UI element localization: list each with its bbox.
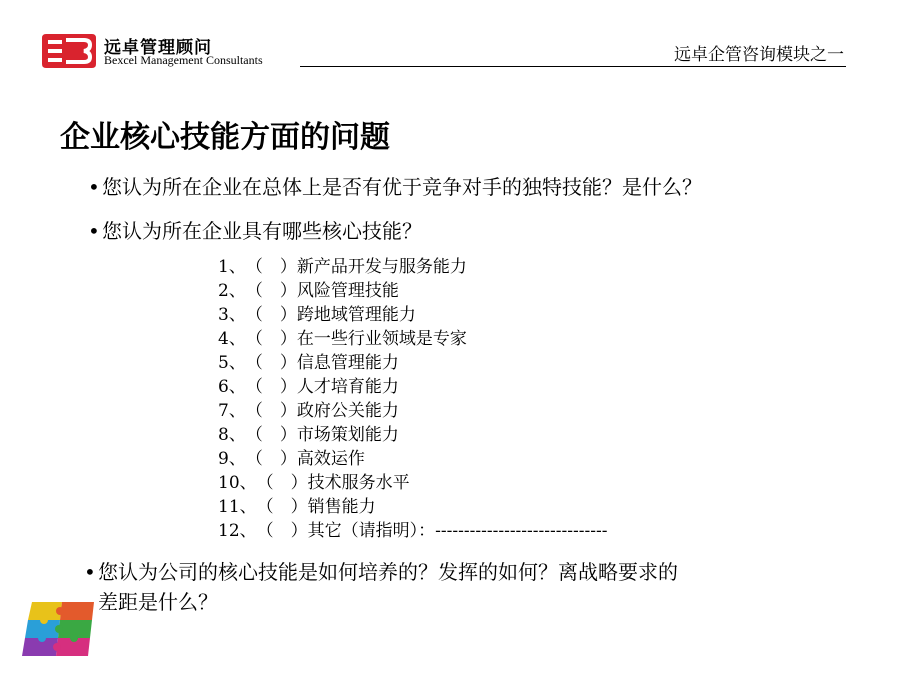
option-number: 2、 bbox=[218, 281, 246, 301]
list-item bbox=[218, 471, 607, 495]
option-text: （ ）风险管理技能 bbox=[245, 281, 399, 301]
option-text: （ ）销售能力 bbox=[256, 497, 376, 517]
option-number: 9、 bbox=[218, 449, 246, 469]
list-item bbox=[218, 447, 607, 471]
question-text-line-2: 差距是什么？ bbox=[98, 590, 218, 614]
option-number: 6、 bbox=[218, 377, 246, 397]
puzzle-icon bbox=[22, 600, 100, 658]
option-text: （ ）技术服务水平 bbox=[256, 473, 410, 493]
option-number: 11、 bbox=[218, 497, 257, 517]
option-number: 3、 bbox=[218, 305, 246, 325]
bullet-dot: • bbox=[88, 175, 100, 199]
option-text: （ ）市场策划能力 bbox=[245, 425, 399, 445]
option-number: 8、 bbox=[218, 425, 246, 445]
option-number: 1、 bbox=[218, 257, 246, 277]
module-label: 远卓企管咨询模块之一 bbox=[674, 45, 844, 65]
question-text-line-1: 您认为公司的核心技能是如何培养的？发挥的如何？离战略要求的 bbox=[98, 560, 678, 584]
option-number: 5、 bbox=[218, 353, 246, 373]
option-text: （ ）新产品开发与服务能力 bbox=[245, 257, 467, 277]
bullet-dot: • bbox=[88, 219, 100, 243]
question-bullet-1 bbox=[88, 172, 702, 202]
slide-title: 企业核心技能方面的问题 bbox=[60, 120, 390, 155]
brand-name-en: Bexcel Management Consultants bbox=[104, 53, 263, 67]
list-item bbox=[218, 375, 607, 399]
list-item bbox=[218, 279, 607, 303]
question-text: 您认为所在企业具有哪些核心技能？ bbox=[102, 219, 422, 243]
brand-name-cn: 远卓管理顾问 bbox=[104, 38, 212, 58]
list-item bbox=[218, 399, 607, 423]
option-number: 10、 bbox=[218, 473, 257, 493]
list-item bbox=[218, 351, 607, 375]
list-item bbox=[218, 423, 607, 447]
question-bullet-3 bbox=[84, 557, 844, 617]
skills-option-list bbox=[218, 255, 607, 543]
option-text: （ ）高效运作 bbox=[245, 449, 365, 469]
option-number: 4、 bbox=[218, 329, 246, 349]
option-text: （ ）跨地域管理能力 bbox=[245, 305, 416, 325]
question-bullet-2 bbox=[88, 216, 422, 246]
list-item bbox=[218, 327, 607, 351]
list-item bbox=[218, 303, 607, 327]
list-item bbox=[218, 255, 607, 279]
bullet-dot: • bbox=[84, 560, 96, 584]
option-number: 12、 bbox=[218, 521, 257, 541]
option-number: 7、 bbox=[218, 401, 246, 421]
question-text: 您认为所在企业在总体上是否有优于竞争对手的独特技能？是什么？ bbox=[102, 175, 702, 199]
option-text: （ ）在一些行业领域是专家 bbox=[245, 329, 467, 349]
list-item bbox=[218, 495, 607, 519]
list-item bbox=[218, 519, 607, 543]
bexcel-logo-icon bbox=[40, 32, 98, 70]
option-text: （ ）人才培育能力 bbox=[245, 377, 399, 397]
header-divider bbox=[300, 66, 846, 67]
option-text: （ ）信息管理能力 bbox=[245, 353, 399, 373]
option-text: （ ）其它（请指明）：------------------------------ bbox=[256, 521, 608, 541]
option-text: （ ）政府公关能力 bbox=[245, 401, 399, 421]
